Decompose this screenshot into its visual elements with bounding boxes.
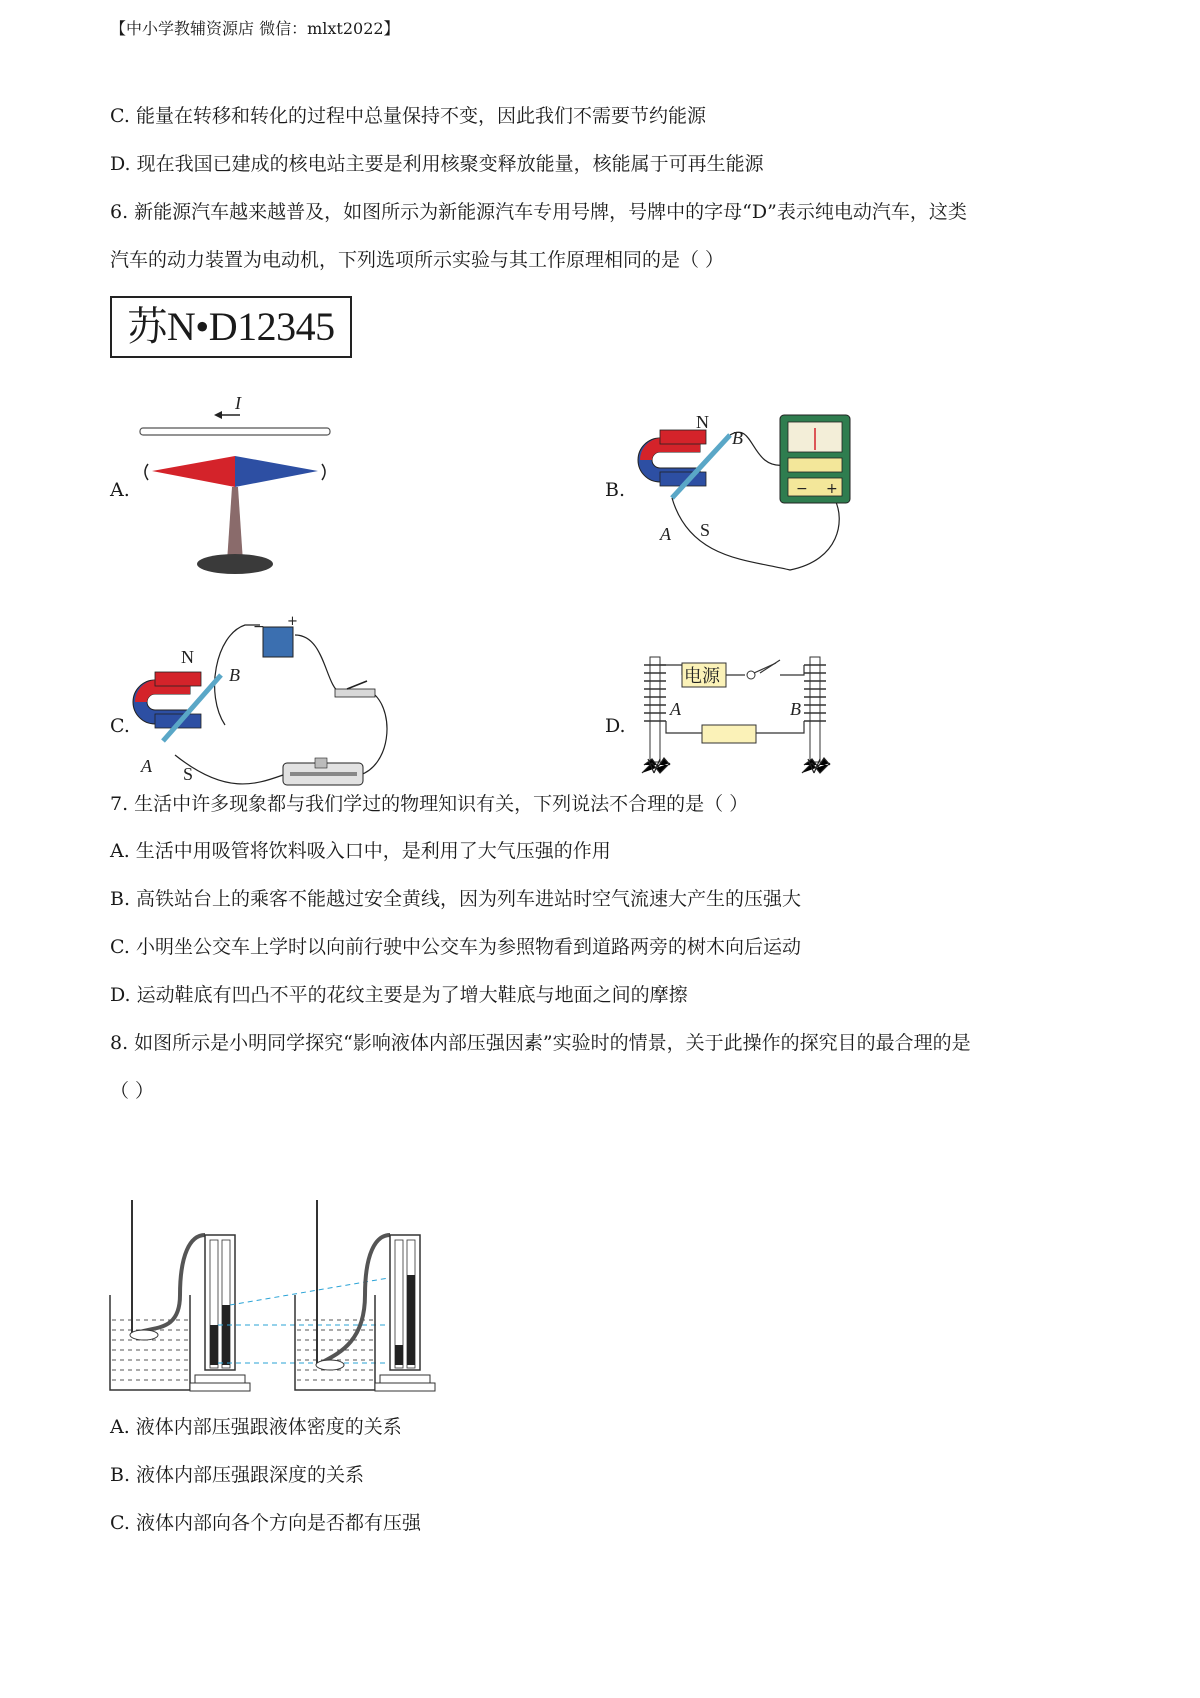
needle-north <box>152 456 235 487</box>
q8-stem-line2: （ ） <box>110 1080 155 1102</box>
q7-option-d: D. 运动鞋底有凹凸不平的花纹主要是为了增大鞋底与地面之间的摩擦 <box>110 984 688 1006</box>
q6-stem-line1: 6. 新能源汽车越来越普及，如图所示为新能源汽车专用号牌，号牌中的字母“D”表示纯电动汽车，这类 <box>110 201 967 223</box>
q6-fig-d-label: D. <box>605 715 626 737</box>
battery-plus: + <box>287 614 298 629</box>
label-s: S <box>183 764 194 784</box>
q8-figure <box>110 1195 455 1395</box>
q6-figure-d <box>630 655 850 790</box>
label-b: B <box>790 699 801 719</box>
q8-stem-line1: 8. 如图所示是小明同学探究“影响液体内部压强因素”实验时的情景，关于此操作的探究目的最合理的是 <box>110 1032 971 1054</box>
q8-option-b: B. 液体内部压强跟深度的关系 <box>110 1464 365 1486</box>
q5-option-c: C. 能量在转移和转化的过程中总量保持不变，因此我们不需要节约能源 <box>110 105 706 127</box>
label-a: A <box>660 524 671 544</box>
q6-fig-c-label: C. <box>110 715 130 737</box>
u-tube-2 <box>390 1235 420 1370</box>
connector-block <box>702 725 756 743</box>
license-plate: 苏N•D12345 <box>110 296 352 358</box>
q6-fig-a-label: A. <box>110 479 130 501</box>
q6-stem-line2: 汽车的动力装置为电动机，下列选项所示实验与其工作原理相同的是（ ） <box>110 249 725 271</box>
q6-figure-c <box>135 615 400 815</box>
q6-figure-b <box>630 410 860 575</box>
u-tube-1 <box>205 1235 235 1370</box>
q7-stem: 7. 生活中许多现象都与我们学过的物理知识有关，下列说法不合理的是（ ） <box>110 793 749 815</box>
label-b: B <box>732 428 743 448</box>
label-b: B <box>229 665 240 685</box>
q6-figure-a <box>140 392 350 592</box>
label-a: A <box>670 699 681 719</box>
battery-minus: − <box>253 619 265 635</box>
page-header: 【中小学教辅资源店 微信：mlxt2022】 <box>110 19 400 38</box>
label-n: N <box>181 647 194 667</box>
label-a: A <box>141 756 152 776</box>
needle-south <box>235 456 318 487</box>
switch <box>335 689 375 697</box>
q7-option-c: C. 小明坐公交车上学时以向前行驶中公交车为参照物看到道路两旁的树木向后运动 <box>110 936 801 958</box>
q8-option-c: C. 液体内部向各个方向是否都有压强 <box>110 1512 421 1534</box>
svg-text:−: − <box>796 481 808 497</box>
q7-option-a: A. 生活中用吸管将饮料吸入口中，是利用了大气压强的作用 <box>110 840 611 862</box>
current-label: I <box>235 393 241 413</box>
q5-option-d: D. 现在我国已建成的核电站主要是利用核聚变释放能量，核能属于可再生能源 <box>110 153 764 175</box>
q8-option-a: A. 液体内部压强跟液体密度的关系 <box>110 1416 402 1438</box>
power-label: 电源 <box>684 666 720 687</box>
wire <box>140 428 330 435</box>
q6-fig-b-label: B. <box>605 479 626 501</box>
battery <box>263 627 293 657</box>
magnet-block-n <box>660 430 706 444</box>
label-s: S <box>700 520 711 540</box>
q7-option-b: B. 高铁站台上的乘客不能越过安全黄线，因为列车进站时空气流速大产生的压强大 <box>110 888 802 910</box>
svg-text:+: + <box>826 481 838 497</box>
needle-stand <box>197 554 273 574</box>
label-n: N <box>696 412 709 432</box>
